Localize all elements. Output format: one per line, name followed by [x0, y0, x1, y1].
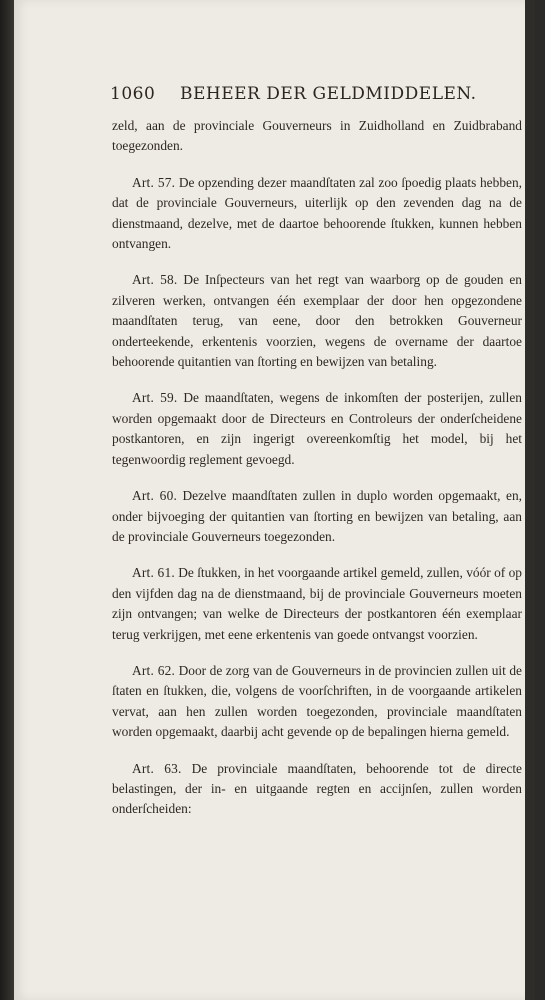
page-header — [110, 84, 490, 104]
paragraph-text: Dezelve maandſtaten zullen in duplo worden opgemaakt, en, onder bijvoeging der quitantien van ſtorting en bewijzen van betaling, aan de provinciale Gouverneurs toegezonden. — [112, 488, 522, 544]
article-63 — [112, 759, 522, 820]
paragraph-text: De Inſpecteurs van het regt van waarborg op de gouden en zilveren werken, ontvangen één exemplaar der door hen opgezondene maandſtaten terug, van eene, door den betrokken Gouverneur onderteekende, erkentenis voorzien, wegens de overname der daartoe behoorende quitantien van ſtorting en bewijzen van betaling. — [112, 272, 522, 370]
article-62 — [112, 661, 522, 743]
article-61 — [112, 563, 522, 645]
article-number: Art. 58. — [132, 272, 178, 288]
article-number: Art. 57. — [132, 174, 176, 190]
article-59 — [112, 388, 522, 470]
article-number: Art. 62. — [132, 662, 176, 678]
paragraph-text: Door de zorg van de Gouverneurs in de provincien zullen uit de ſtaten en ſtukken, die, volgens de voorſchriften, in de voorgaande artikelen vervat, aan hen zullen worden toegezonden, provinciale maandſtaten worden opgemaakt, daarbij acht gevende op de bepalingen hierna gemeld. — [112, 662, 522, 740]
paragraph-continuation — [112, 116, 522, 157]
page-number: 1060 — [110, 84, 156, 104]
article-number: Art. 60. — [132, 488, 178, 504]
paragraph-text: De maandſtaten, wegens de inkomſten der posterijen, zullen worden opgemaakt door de Directeurs en Controleurs der onderſcheidene postkantoren, en zijn ingerigt overeenkomſtig het model, bij het tegenwoordig reglement gevoegd. — [112, 390, 522, 467]
page-edge — [525, 0, 535, 1000]
book-spine — [0, 0, 14, 1000]
running-title: BEHEER DER GELDMIDDELEN. — [180, 84, 477, 104]
paragraph-text: De provinciale maandſtaten, behoorende tot de directe belastingen, der in- en uitgaande regten en accijnſen, zullen worden onderſcheiden: — [112, 760, 522, 817]
body-text — [112, 116, 522, 836]
article-number: Art. 61. — [132, 565, 175, 581]
paragraph-text: De opzending dezer maandſtaten zal zoo ſpoedig plaats hebben, dat de provinciale Gouverneurs, uiterlijk op den zevenden dag na de dienstmaand, dezelve, met de daartoe behoorende ſtukken, kunnen hebben ontvangen. — [112, 174, 523, 252]
article-57 — [112, 173, 522, 255]
paragraph-text: zeld, aan de provinciale Gouverneurs in Zuidholland en Zuidbraband toegezonden. — [112, 118, 522, 154]
article-number: Art. 59. — [132, 390, 178, 406]
article-58 — [112, 270, 522, 372]
article-60 — [112, 486, 522, 547]
paragraph-text: De ſtukken, in het voorgaande artikel gemeld, zullen, vóór of op den vijfden dag na de dienstmaand, bij de provinciale Gouverneurs moeten zijn ontvangen; van welke de Directeurs der postkantoren één exemplaar terug verkrijgen, met eene erkentenis van goede ontvangst voorzien. — [112, 565, 522, 642]
article-number: Art. 63. — [132, 760, 182, 776]
book-page — [14, 0, 535, 1000]
